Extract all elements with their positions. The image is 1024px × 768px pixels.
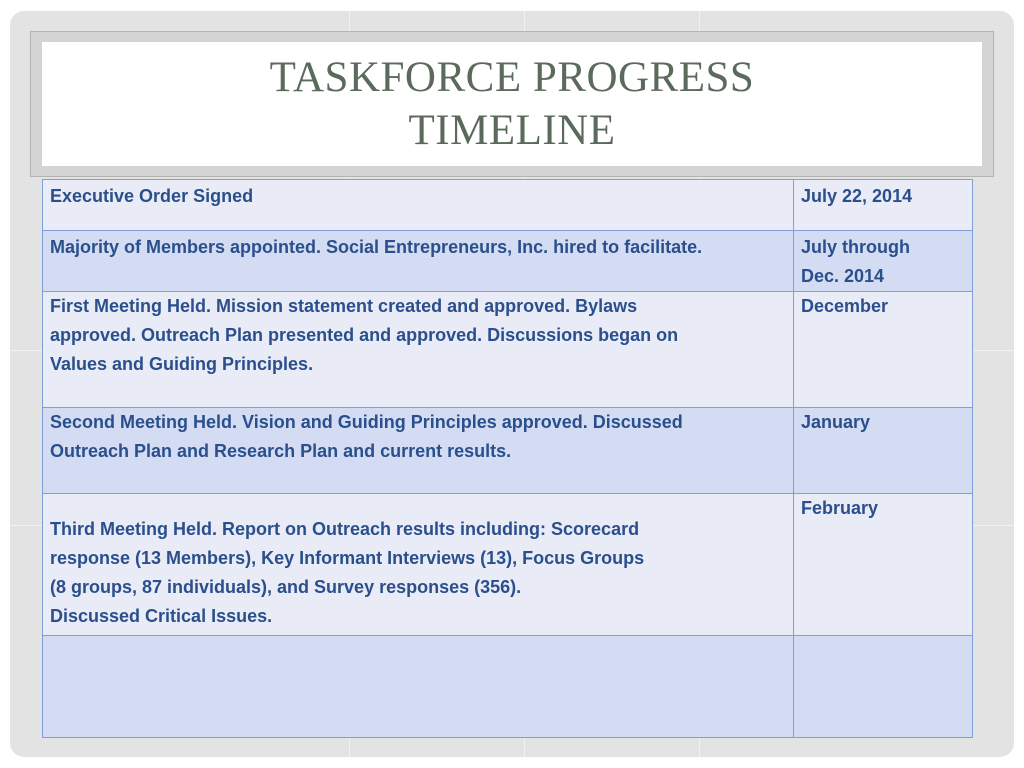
slide: [10, 11, 1014, 757]
page-title-line-1: TASKFORCE PROGRESS: [269, 54, 755, 101]
date-text: Dec. 2014: [801, 266, 885, 286]
table-row: [43, 180, 973, 231]
event-cell: [43, 292, 794, 408]
date-text: July 22, 2014: [801, 186, 913, 206]
event-text: (8 groups, 87 individuals), and Survey responses (356).: [50, 577, 522, 597]
event-cell: [43, 231, 794, 292]
event-text: Second Meeting Held. Vision and Guiding Principles approved. Discussed: [50, 412, 683, 432]
event-text: Third Meeting Held. Report on Outreach results including: Scorecard: [50, 519, 640, 539]
table-row: [43, 231, 973, 292]
date-cell: [794, 494, 973, 636]
event-cell-empty: [43, 636, 794, 738]
event-text: Outreach Plan and Research Plan and current results.: [50, 441, 512, 461]
table-row: [43, 408, 973, 494]
table-row: [43, 292, 973, 408]
event-cell: [43, 494, 794, 636]
title-frame: [30, 31, 994, 177]
event-text: response (13 Members), Key Informant Interviews (13), Focus Groups: [50, 548, 645, 568]
timeline-table: [42, 179, 973, 738]
date-cell-empty: [794, 636, 973, 738]
table-row: [43, 636, 973, 738]
date-text: December: [801, 296, 889, 316]
event-text: Executive Order Signed: [50, 186, 254, 206]
event-cell: [43, 408, 794, 494]
event-text: First Meeting Held. Mission statement created and approved. Bylaws: [50, 296, 638, 316]
date-cell: [794, 408, 973, 494]
event-text: approved. Outreach Plan presented and approved. Discussions began on: [50, 325, 679, 345]
page-title-line-2: TIMELINE: [408, 107, 616, 154]
date-cell: [794, 180, 973, 231]
table-row: [43, 494, 973, 636]
event-text: Discussed Critical Issues.: [50, 606, 273, 626]
date-text: February: [801, 498, 879, 518]
date-cell: [794, 231, 973, 292]
title-box: [42, 42, 982, 166]
event-text: Majority of Members appointed. Social Entrepreneurs, Inc. hired to facilitate.: [50, 237, 703, 257]
event-text: Values and Guiding Principles.: [50, 354, 314, 374]
event-cell: [43, 180, 794, 231]
date-text: July through: [801, 237, 910, 257]
date-text: January: [801, 412, 871, 432]
date-cell: [794, 292, 973, 408]
